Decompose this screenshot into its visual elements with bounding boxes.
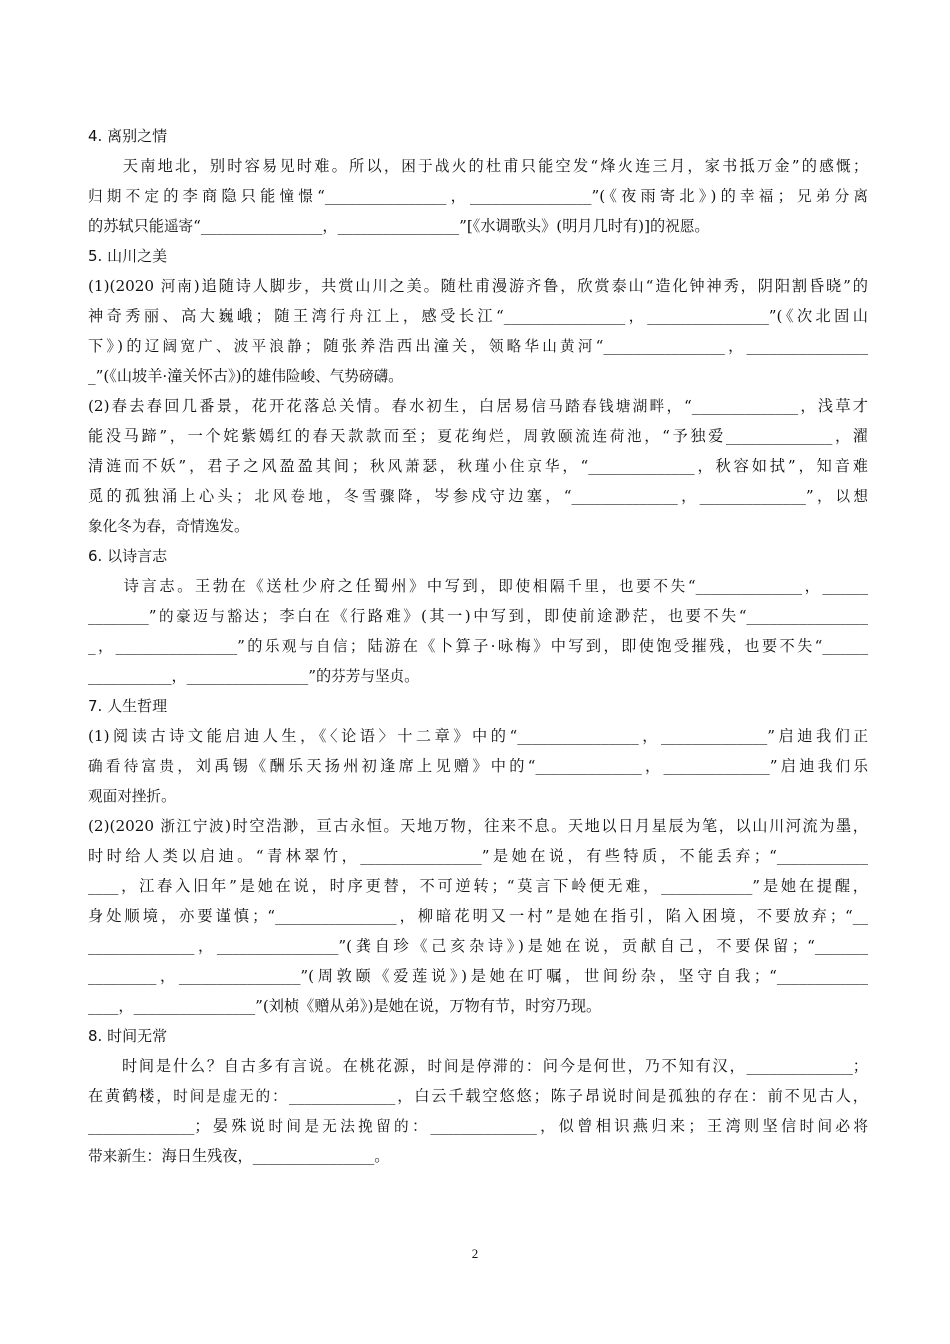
body-text: 清涟而不妖”，君子之风盈盈其间； — [88, 457, 368, 475]
emphasis-text: 感慨 — [819, 158, 853, 175]
emphasis-text: 夏花绚烂，周敦颐流连荷池 — [434, 428, 645, 445]
body-text: 。 — [694, 217, 710, 235]
body-text: ：前不见古人， — [750, 1087, 868, 1105]
body-text: “________________，________________”[《水调歌头》(明月几时有)]的 — [193, 217, 666, 235]
emphasis-text: 象化冬为春，奇情逸发 — [88, 518, 234, 535]
body-text: 时时给人类以启迪。“青林翠竹，________________”是她在说，有些特质，不能丢弃；“____________ — [88, 847, 868, 865]
emphasis-text: 观面对挫折 — [88, 788, 161, 805]
emphasis-text: 正 — [853, 728, 868, 745]
text-line — [88, 271, 868, 301]
emphasis-text: 雄伟险峻、气势磅礴 — [256, 368, 389, 385]
body-text: 。 — [160, 787, 177, 805]
section-heading: 6. 以诗言志 — [88, 547, 168, 565]
body-text: ，“______________，浅草才 — [666, 397, 868, 415]
emphasis-text: 的豪迈与豁达 — [156, 608, 262, 625]
body-text: ，感受长江“________________，________________”(《次北固山 — [402, 307, 868, 325]
body-text: 在黄鹤楼， — [88, 1087, 174, 1105]
body-text: (1)阅读古诗文能启迪人生，《〈论语〉十二章》中的“________________，______________”启迪我们 — [88, 727, 854, 745]
text-line — [88, 331, 868, 361]
emphasis-text: 我们乐 — [817, 758, 868, 775]
body-text: ；陆游在《卜算子·咏梅》中写到，即使饱受摧残，也要不失“______ — [349, 637, 868, 655]
text-line — [88, 211, 868, 241]
body-text: ____，________________”(刘桢《赠从弟》)是她在说，万物有节，时穷乃现。 — [88, 997, 602, 1015]
emphasis-text: 浙江宁波 — [160, 818, 226, 835]
body-text: ；李白在《行路难》(其一)中写到，即使前途渺茫，也要不失“________________ — [261, 607, 868, 625]
text-line — [88, 751, 868, 781]
section-heading: 4. 离别之情 — [88, 127, 168, 145]
body-text: _，________________”的 — [88, 637, 265, 655]
body-text: ____，江春入旧年”是她在说，时序更替，不可逆转；“莫言下岭便无难，____________”是她在提醒， — [88, 877, 868, 895]
text-line — [88, 301, 868, 331]
body-text: “________________，________________”(《夜雨寄北》)的 — [317, 187, 740, 205]
text-line — [88, 811, 868, 841]
body-text: 神奇秀丽、高大巍峨；随王湾行 — [88, 307, 349, 325]
emphasis-text: 时间必将 — [799, 1118, 868, 1135]
body-text: 下》)的 — [88, 337, 145, 355]
emphasis-text: 幸福 — [740, 188, 778, 205]
body-text: (2)(2020 — [88, 817, 161, 835]
body-text: ；随张养浩西出潼关， — [304, 337, 489, 355]
body-text: _”(《山坡羊·潼关怀古》)的 — [88, 367, 257, 385]
body-text: ：______________，白云千载空悠悠；陈子昂说 — [271, 1087, 619, 1105]
body-text: ，“______________，秋容如拭”，知音难 — [562, 457, 868, 475]
body-text: 觅的孤独涌上心头； — [88, 487, 252, 505]
page-number: 2 — [471, 1246, 479, 1261]
emphasis-text: 带来新生 — [88, 1148, 147, 1165]
body-text: 天南地北，别时容易见时难。所以， — [88, 157, 402, 175]
emphasis-text: 憧憬 — [279, 188, 318, 205]
text-line — [88, 961, 868, 991]
body-text: 诗言志。王勃在《送杜少府之任蜀州》中写到， — [88, 577, 499, 595]
body-text: 。 — [233, 517, 250, 535]
body-text: ______________，________________”(龚自珍《己亥杂诗》)是她在说，贡献自己，不要保留；“_______ — [88, 937, 868, 955]
body-text: 的杜甫只能空发“烽火连三月，家书抵万金”的 — [468, 157, 820, 175]
body-text: 。 — [388, 367, 404, 385]
body-text: ，岑参戍守边塞，“______________，______________”， — [415, 487, 836, 505]
emphasis-text: 舟江上 — [348, 308, 403, 325]
emphasis-text: 乐观与自信 — [264, 638, 350, 655]
body-text: ________” — [88, 607, 157, 625]
body-text: )时空浩渺，亘古永恒。天地万物，往来不息。天地以日月星辰为笔，以山川河流为墨， — [225, 817, 868, 835]
text-line — [88, 781, 868, 811]
body-text: ，“予独爱______________，濯 — [644, 427, 868, 445]
body-text: 的李商隐只能 — [163, 187, 280, 205]
text-line — [88, 871, 868, 901]
emphasis-text: 确看待富贵 — [88, 758, 178, 775]
text-line — [88, 151, 868, 181]
emphasis-text: 芬芳与坚贞 — [331, 668, 405, 685]
emphasis-text: 河南 — [160, 278, 194, 295]
body-text: _________，________________”(周敦颐《爱莲说》)是她在叮嘱，世间纷杂，坚守自我；“____________ — [88, 967, 868, 985]
text-line — [88, 361, 868, 391]
text-line — [88, 391, 868, 421]
text-line — [88, 931, 868, 961]
body-text: (1)(2020 — [88, 277, 161, 295]
body-text: ：______________，似曾相识燕归来；王湾则坚信 — [411, 1117, 800, 1135]
body-text: ； — [852, 157, 868, 175]
text-line — [88, 181, 868, 211]
text-line — [88, 1111, 868, 1141]
text-line — [88, 481, 868, 511]
text-line — [88, 901, 868, 931]
body-text: ______________；晏殊说 — [88, 1117, 269, 1135]
text-line — [88, 511, 868, 541]
emphasis-text: 时间是孤独的存在 — [618, 1088, 751, 1105]
emphasis-text: 时间是虚无的 — [173, 1088, 272, 1105]
text-line — [88, 841, 868, 871]
text-line — [88, 421, 868, 451]
text-line — [88, 1081, 868, 1111]
body-text: (2)春去春回几番景，花开花落总关情。春水初生，白居易 — [88, 397, 532, 415]
body-text: 的苏轼只能 — [88, 217, 164, 235]
emphasis-text: 困于战火 — [401, 158, 469, 175]
text-line — [88, 631, 868, 661]
emphasis-text: 信马踏春钱塘湖畔 — [531, 398, 667, 415]
emphasis-text: 即使相隔千里，也要不失 — [498, 578, 688, 595]
section-heading: 7. 人生哲理 — [88, 697, 168, 715]
body-text: ，刘禹锡《酬乐天扬州初逢席上见赠》中的“______________，______________”启迪 — [177, 757, 818, 775]
emphasis-text: 以想 — [835, 488, 868, 505]
emphasis-text: 时间是停滞的 — [427, 1058, 526, 1075]
emphasis-text: 辽阔宽广、波平浪静 — [144, 338, 305, 355]
text-line — [88, 601, 868, 631]
section-heading: 5. 山川之美 — [88, 247, 168, 265]
section-heading: 8. 时间无常 — [88, 1027, 168, 1045]
text-line — [88, 721, 868, 751]
text-line — [88, 1051, 868, 1081]
body-text: ； — [777, 187, 793, 205]
emphasis-text: 时间是无法挽留的 — [268, 1118, 412, 1135]
text-line — [88, 1141, 868, 1171]
body-text: ___________，________________”的 — [88, 667, 332, 685]
body-text: 能没马蹄”，一个姹紫嫣红的春天款款而至； — [88, 427, 435, 445]
emphasis-text: 归期不定 — [88, 188, 164, 205]
body-text: 。 — [404, 667, 420, 685]
text-line — [88, 661, 868, 691]
text-line — [88, 451, 868, 481]
emphasis-text: 领略华山黄河 — [488, 338, 596, 355]
emphasis-text: 秋风萧瑟，秋瑾小住京华 — [367, 458, 563, 475]
text-line — [88, 571, 868, 601]
body-text: )追随诗人脚步，共赏山川之美。随杜甫漫游齐鲁，欣赏泰山“造化钟神秀，阴阳割昏晓”的 — [193, 277, 868, 295]
body-text: “________________，________________ — [595, 337, 868, 355]
body-text: 时间是什么？自古多有言说。在桃花源， — [88, 1057, 428, 1075]
emphasis-text: 祝愿 — [665, 218, 695, 235]
body-text: “______________，______ — [687, 577, 868, 595]
text-line — [88, 991, 868, 1021]
body-text: ：问今是何世，乃不知有汉，______________； — [525, 1057, 868, 1075]
emphasis-text: 北风卷地，冬雪骤降 — [251, 488, 416, 505]
emphasis-text: 遥寄 — [163, 218, 194, 235]
body-text: ：海日生残夜，________________。 — [146, 1147, 390, 1165]
emphasis-text: 兄弟分离 — [792, 188, 868, 205]
body-text: 身处顺境，亦要谨慎；“________________，柳暗花明又一村”是她在指引，陷入困境，不要放弃；“__ — [88, 907, 868, 925]
